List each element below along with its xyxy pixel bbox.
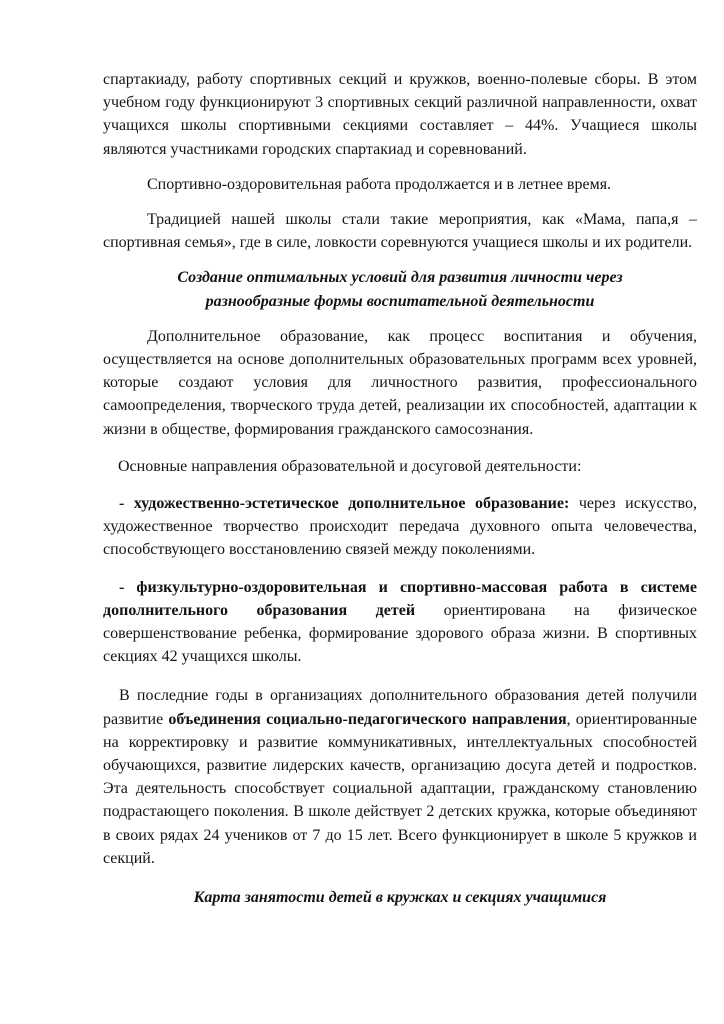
paragraph-social-pedagogical [103,684,697,870]
section-heading-employment-map: Карта занятости детей в кружках и секциях учащимися [193,889,607,907]
document-page [103,68,697,909]
list-item-sports-text: ориентирована на физическое совершенствование ребенка, формирование здорового образа жизни. В спортивных секциях 42 учащихся школы. [103,601,697,666]
list-item-art-text: через искусство, художественное творчество происходит передача духовного опыта человечества, способствующего восстановлению связей между поколениями. [103,495,697,559]
paragraph-social-part-b: , ориентированные на корректировку и развитие коммуникативных, интеллектуальных способностей обучающихся, развитие лидерских качеств, организацию досуга детей и подростков. Эта деятельность способствует социальной адаптации, гражданскому становлению подрастающего поколения. В школе действует 2 детских кружка, которые объединяют в своих рядах 24 учеников от 7 до 15 лет. Всего функционирует в школе 5 кружков и секций. [103,710,697,867]
paragraph-social-part-a: В последние годы в организациях дополнительного образования детей получили развитие [103,687,697,728]
paragraph-traditions: Традицией нашей школы стали такие мероприятия, как «Мама, папа,я – спортивная семья», где в силе, ловкости соревнуются учащиеся школы и их родители. [103,211,697,252]
heading-line-1: Создание оптимальных условий для развития личности через [177,269,623,287]
list-item-sports-education [103,576,697,669]
paragraph-additional-education: Дополнительное образование, как процесс воспитания и обучения, осуществляется на основе дополнительных образовательных программ всех уровней, которые создают условия для личностного развития, профессионального самоопределения, творческого труда детей, реализации их способностей, адаптации к жизни в обществе, формирования гражданского самосознания. [103,327,697,438]
paragraph-main-directions: Основные направления образовательной и досуговой деятельности: [118,457,582,475]
list-item-art-education [103,492,697,562]
list-item-art-title: - художественно-эстетическое дополнительное образование: [119,495,570,513]
heading-line-2: разнообразные формы воспитательной деятельности [205,292,595,310]
paragraph-summer-work: Спортивно-оздоровительная работа продолжается и в летнее время. [147,175,612,193]
paragraph-social-bold: объединения социально-педагогического направления [168,710,567,728]
paragraph-sports-sections: спартакиаду, работу спортивных секций и кружков, военно-полевые сборы. В этом учебном году функционируют 3 спортивных секций различной направленности, охват учащихся школы спортивными секциями составляет – 44%. Учащиеся школы являются участниками городских спартакиад и соревнований. [103,71,697,158]
section-heading-development [103,266,697,312]
list-item-sports-title: - физкультурно-оздоровительная и спортивно-массовая работа в системе дополнительного образования детей [103,578,697,619]
